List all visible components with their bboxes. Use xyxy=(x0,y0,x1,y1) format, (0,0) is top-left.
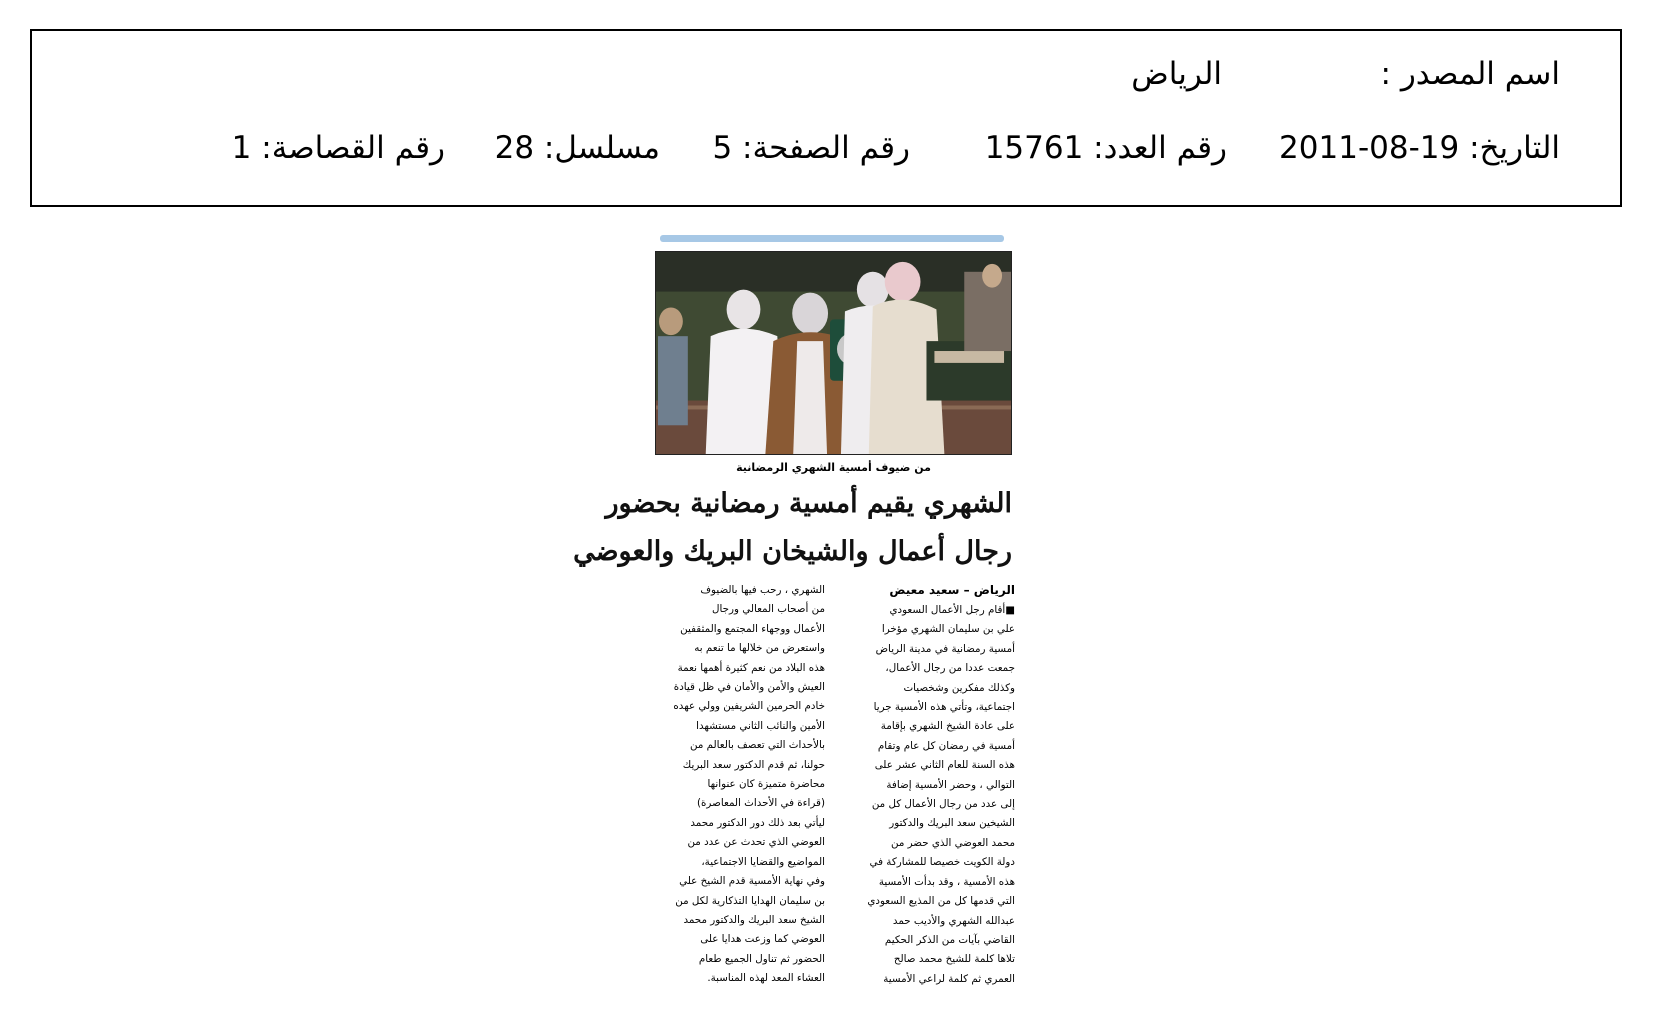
metadata-row-details xyxy=(32,123,1620,173)
article-text-line: العيش والأمن والأمان في ظل قيادة xyxy=(673,681,825,694)
article-text-line: التي قدمها كل من المذيع السعودي xyxy=(867,895,1015,908)
article-text-line: العمري ثم كلمة لراعي الأمسية xyxy=(883,972,1015,985)
article-text-line: جمعت عددا من رجال الأعمال، xyxy=(885,662,1015,675)
issue-number-field: رقم العدد: 15761 xyxy=(984,130,1227,166)
article-text-line: الحضور ثم تناول الجميع طعام xyxy=(698,952,825,965)
article-text-line: الأمين والنائب الثاني مستشهدا xyxy=(696,719,825,732)
article-text-line: اجتماعية، وتأتي هذه الأمسية جريا xyxy=(873,701,1015,714)
headline-line-2: رجال أعمال والشيخان البريك والعوضي xyxy=(573,536,1012,567)
clip-number-field: رقم القصاصة: 1 xyxy=(231,130,445,166)
article-text-line: القاضي بآيات من الذكر الحكيم xyxy=(884,933,1015,946)
article-text-line: خادم الحرمين الشريفين وولي عهده xyxy=(673,700,825,713)
article-text-line: حولنا، ثم قدم الدكتور سعد البريك xyxy=(682,758,825,771)
article-text-line: العشاء المعد لهذه المناسبة. xyxy=(707,972,825,985)
date-field: التاريخ: 19-08-2011 xyxy=(1279,130,1560,166)
article-text-line: محاضرة متميزة كان عنوانها xyxy=(707,778,825,791)
metadata-row-source xyxy=(32,49,1620,99)
article-photo xyxy=(655,251,1012,455)
article-text-line: محمد العوضي الذي حضر من xyxy=(890,836,1015,849)
article-text-line: علي بن سليمان الشهري مؤخرا xyxy=(881,623,1015,636)
article-text-line: هذه البلاد من نعم كثيرة أهمها نعمة xyxy=(677,661,825,674)
article-text-line: ليأتي بعد ذلك دور الدكتور محمد xyxy=(690,816,825,829)
article-text-line: هذه الأمسية ، وقد بدأت الأمسية xyxy=(878,875,1015,888)
source-label: اسم المصدر : xyxy=(1380,56,1560,92)
article-text-line: دولة الكويت خصيصا للمشاركة في xyxy=(869,856,1015,869)
article-text-line: المواضيع والقضايا الاجتماعية، xyxy=(701,855,825,868)
article-column-left xyxy=(655,581,825,989)
source-value: الرياض xyxy=(1131,56,1222,92)
article-text-line: تلاها كلمة للشيخ محمد صالح xyxy=(893,953,1015,966)
article-text-line: وفي نهاية الأمسية قدم الشيخ علي xyxy=(679,875,825,888)
photo-illustration xyxy=(656,252,1011,454)
photo-caption: من ضيوف أمسية الشهري الرمضانية xyxy=(736,461,931,474)
color-strip xyxy=(660,235,1004,242)
article-text-line: على عادة الشيخ الشهري بإقامة xyxy=(880,720,1015,733)
article-text-line: الشهري ، رحب فيها بالضيوف xyxy=(700,584,825,596)
headline-line-1: الشهري يقيم أمسية رمضانية بحضور xyxy=(605,488,1012,519)
article-text-line: التوالي ، وحضر الأمسية إضافة xyxy=(886,778,1015,791)
article-text-line: العوضي الذي تحدث عن عدد من xyxy=(687,836,825,849)
article-text-line: وكذلك مفكرين وشخصيات xyxy=(903,681,1015,694)
article-text-line: أمسية رمضانية في مدينة الرياض xyxy=(875,642,1015,655)
article-text-line: إلى عدد من رجال الأعمال كل من xyxy=(871,798,1015,811)
metadata-box xyxy=(30,29,1622,207)
article-text-line: (قراءة في الأحداث المعاصرة) xyxy=(697,797,825,810)
serial-field: مسلسل: 28 xyxy=(494,130,660,166)
article-text-line: ■أقام رجل الأعمال السعودي xyxy=(889,604,1015,616)
article-text-line: الأعمال ووجهاء المجتمع والمثقفين xyxy=(680,622,825,635)
article-text-line: عبدالله الشهري والأديب حمد xyxy=(892,914,1015,927)
article-text-line: أمسية في رمضان كل عام وتقام xyxy=(877,739,1015,752)
article-text-line: من أصحاب المعالي ورجال xyxy=(712,603,825,616)
article-text-line: العوضي كما وزعت هدايا على xyxy=(700,933,825,946)
article-text-line: الشيخ سعد البريك والدكتور محمد xyxy=(683,913,825,926)
article-text-line: واستعرض من خلالها ما تنعم به xyxy=(694,642,825,655)
article-text-line: بالأحداث التي تعصف بالعالم من xyxy=(690,739,825,752)
article-text-line: هذه السنة للعام الثاني عشر على xyxy=(874,759,1015,772)
newspaper-clipping xyxy=(573,235,1015,1010)
article-text-line: الشيخين سعد البريك والدكتور xyxy=(889,817,1015,830)
article-text-line: بن سليمان الهدايا التذكارية لكل من xyxy=(675,894,825,907)
article-column-right xyxy=(845,601,1015,989)
byline: الرياض – سعيد معيض xyxy=(889,583,1015,597)
page-number-field: رقم الصفحة: 5 xyxy=(712,130,910,166)
